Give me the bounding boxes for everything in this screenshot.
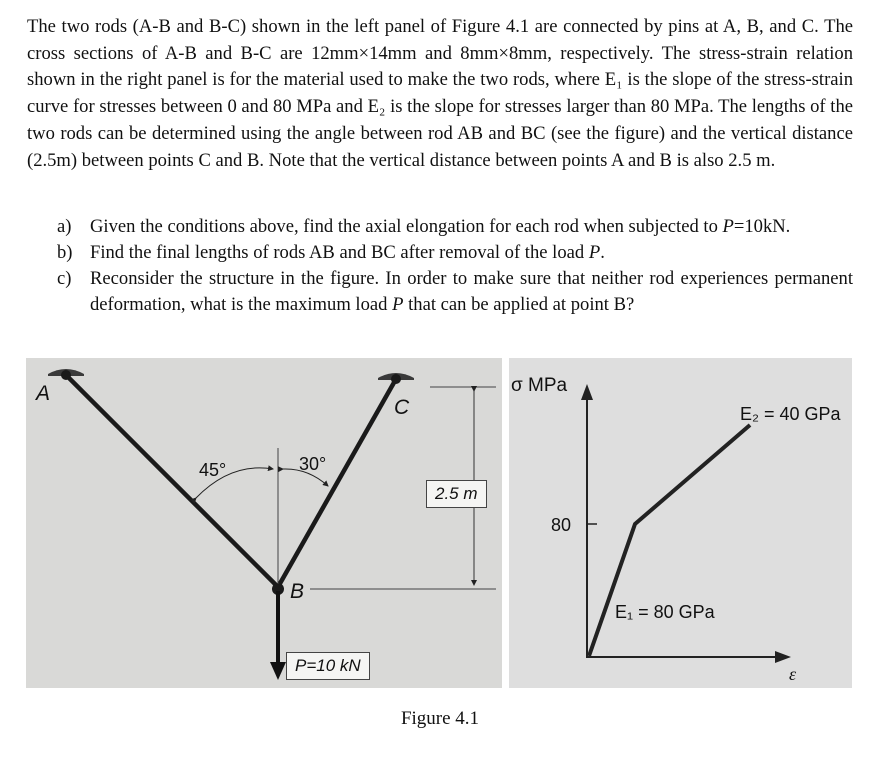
x-axis-label: ε [789, 664, 797, 684]
stress-strain-chart-panel [509, 358, 852, 688]
question-label: a) [57, 216, 72, 237]
pin-c [391, 374, 401, 384]
annotation-e1: E₁ = 80 GPa [615, 602, 715, 622]
figure-caption: Figure 4.1 [400, 708, 480, 729]
label-a: A [36, 382, 51, 405]
truss-diagram-panel [26, 358, 502, 688]
pin-a [61, 370, 71, 380]
angle-label-30: 30° [299, 454, 327, 474]
rod-bc [278, 379, 396, 587]
y-axis-arrow [581, 384, 593, 400]
x-axis-arrow [775, 651, 791, 663]
truss-diagram [26, 358, 502, 688]
question-label: c) [57, 268, 72, 289]
rod-ab [66, 375, 278, 587]
question-text: Reconsider the structure in the figure. In order to make sure that neither rod experiences permanent deformation, what is the maximum load P that can be applied at point B? [90, 268, 853, 315]
distance-label: 2.5 m [426, 480, 487, 508]
question-text: Given the conditions above, find the axial elongation for each rod when subjected to P=10kN. [90, 216, 791, 237]
question-list [57, 214, 853, 318]
question-b [57, 240, 853, 266]
problem-paragraph: The two rods (A-B and B-C) shown in the left panel of Figure 4.1 are connected by pins at A, B, and C. The cross sections of A-B and B-C are 12mm×14mm and 8mm×8mm, respectively. The stress-strain relation shown in the right panel is for the material used to make the two rods, where E₁ is the slope of the stress-strain curve for stresses between 0 and 80 MPa and E₂ is the slope for stresses larger than 80 MPa. The lengths of the two rods can be determined using the angle between rod AB and BC (see the figure) and the vertical distance (2.5m) between points C and B. Note that the vertical distance between points A and B is also 2.5 m. [27, 16, 853, 171]
question-text: Find the final lengths of rods AB and BC after removal of the load P. [90, 242, 605, 263]
question-label: b) [57, 242, 73, 263]
load-arrow-head [270, 662, 286, 680]
question-a [57, 214, 853, 240]
y-axis-label: σ MPa [511, 375, 568, 396]
load-label: P=10 kN [286, 652, 370, 680]
y-tick-label-80: 80 [551, 515, 572, 535]
question-c [57, 266, 853, 318]
angle-label-45: 45° [199, 460, 227, 480]
annotation-e2: E₂ = 40 GPa [740, 404, 841, 424]
label-c: C [394, 396, 410, 419]
label-b: B [290, 580, 305, 603]
